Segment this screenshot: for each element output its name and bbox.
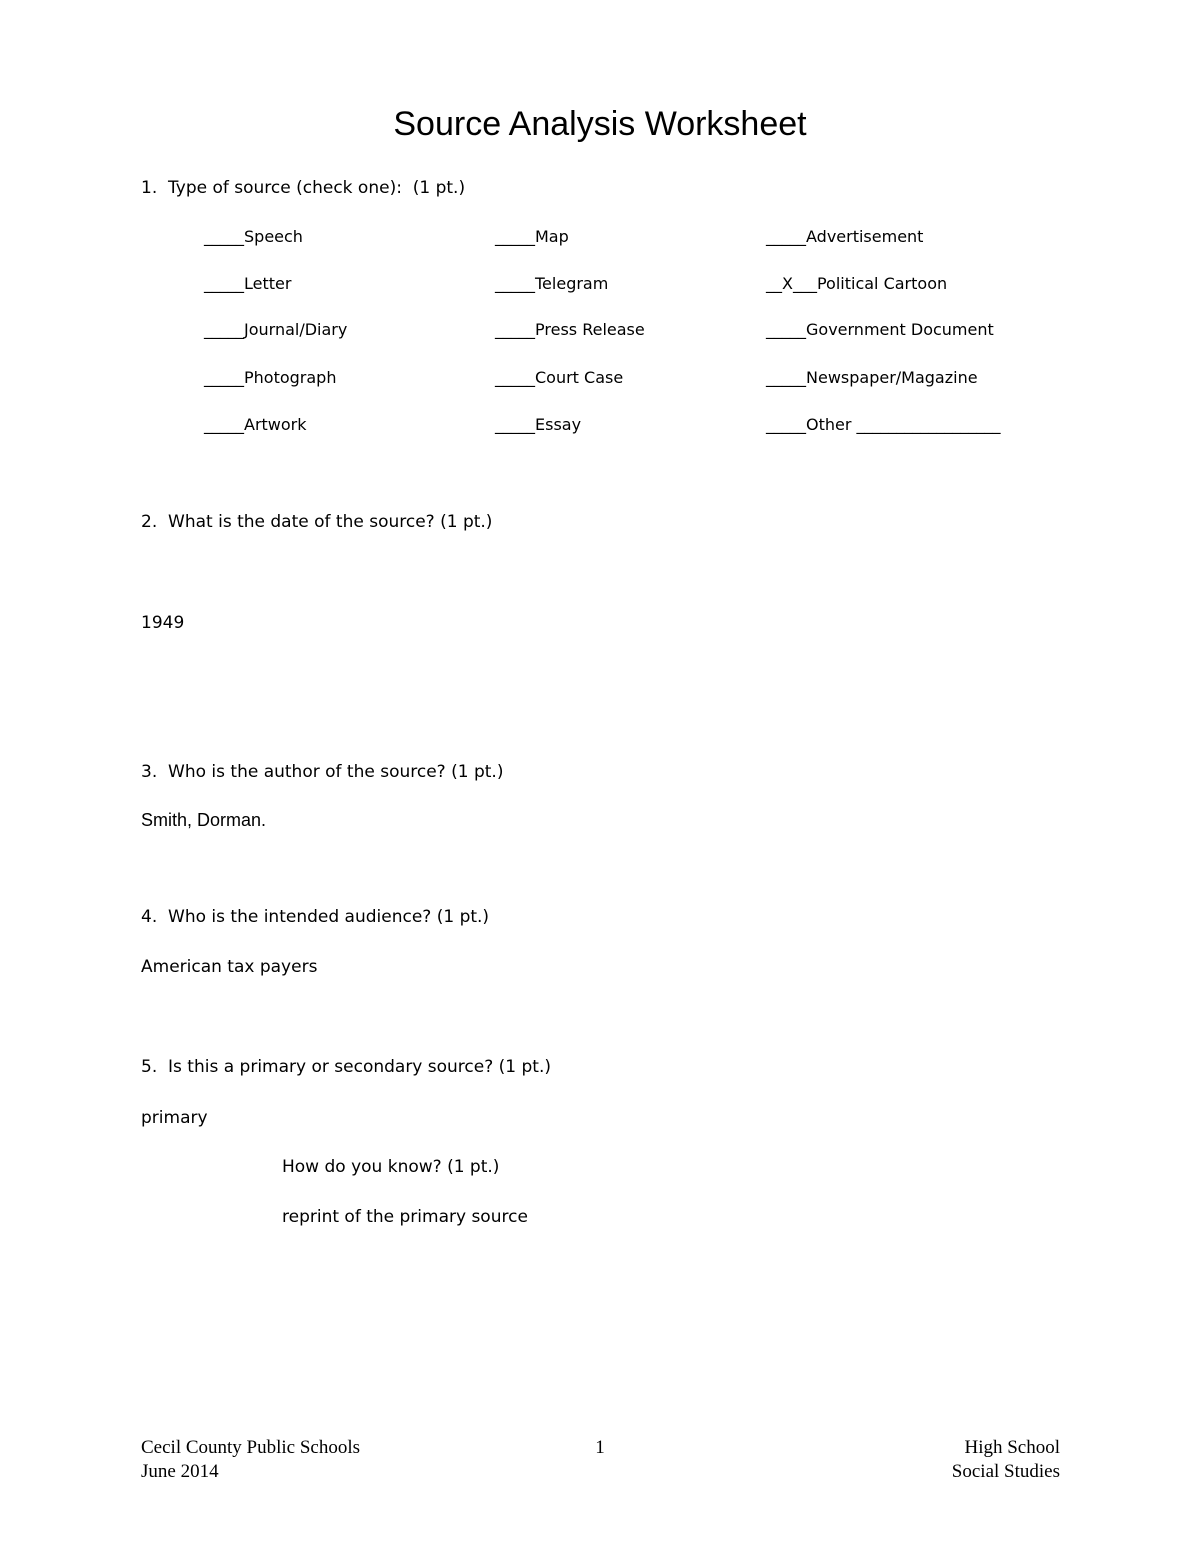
question-1-prompt: 1. Type of source (check one): (1 pt.) <box>141 178 466 198</box>
option-press-release: _____Press Release <box>495 320 645 339</box>
option-advertisement: _____Advertisement <box>766 227 924 246</box>
question-2-answer: 1949 <box>141 613 185 633</box>
option-telegram: _____Telegram <box>495 274 609 293</box>
question-5-followup-prompt: How do you know? (1 pt.) <box>282 1157 500 1177</box>
footer-school-name: Cecil County Public Schools <box>141 1437 361 1458</box>
footer-date: June 2014 <box>141 1461 219 1482</box>
question-5-answer: primary <box>141 1108 208 1128</box>
option-essay: _____Essay <box>495 415 582 434</box>
option-court-case: _____Court Case <box>495 368 624 387</box>
question-3-answer: Smith, Dorman. <box>141 810 267 830</box>
option-letter: _____Letter <box>204 274 292 293</box>
option-political-cartoon: __X___Political Cartoon <box>766 274 948 293</box>
option-newspaper-magazine: _____Newspaper/Magazine <box>766 368 978 387</box>
footer-subject: Social Studies <box>951 1461 1060 1482</box>
footer-level: High School <box>964 1437 1060 1458</box>
question-4-answer: American tax payers <box>141 957 318 977</box>
question-5-followup-answer: reprint of the primary source <box>282 1207 528 1227</box>
option-journal-diary: _____Journal/Diary <box>204 320 348 339</box>
option-artwork: _____Artwork <box>204 415 307 434</box>
question-3-prompt: 3. Who is the author of the source? (1 pt.) <box>141 762 504 782</box>
question-4-prompt: 4. Who is the intended audience? (1 pt.) <box>141 907 490 927</box>
option-government-document: _____Government Document <box>766 320 994 339</box>
page-title: Source Analysis Worksheet <box>393 105 807 143</box>
question-5-prompt: 5. Is this a primary or secondary source? (1 pt.) <box>141 1057 552 1077</box>
option-map: _____Map <box>495 227 569 246</box>
option-speech: _____Speech <box>204 227 303 246</box>
question-2-prompt: 2. What is the date of the source? (1 pt.) <box>141 512 493 532</box>
footer-page-number: 1 <box>595 1437 605 1458</box>
option-other: _____Other __________________ <box>766 415 1001 434</box>
option-photograph: _____Photograph <box>204 368 337 387</box>
